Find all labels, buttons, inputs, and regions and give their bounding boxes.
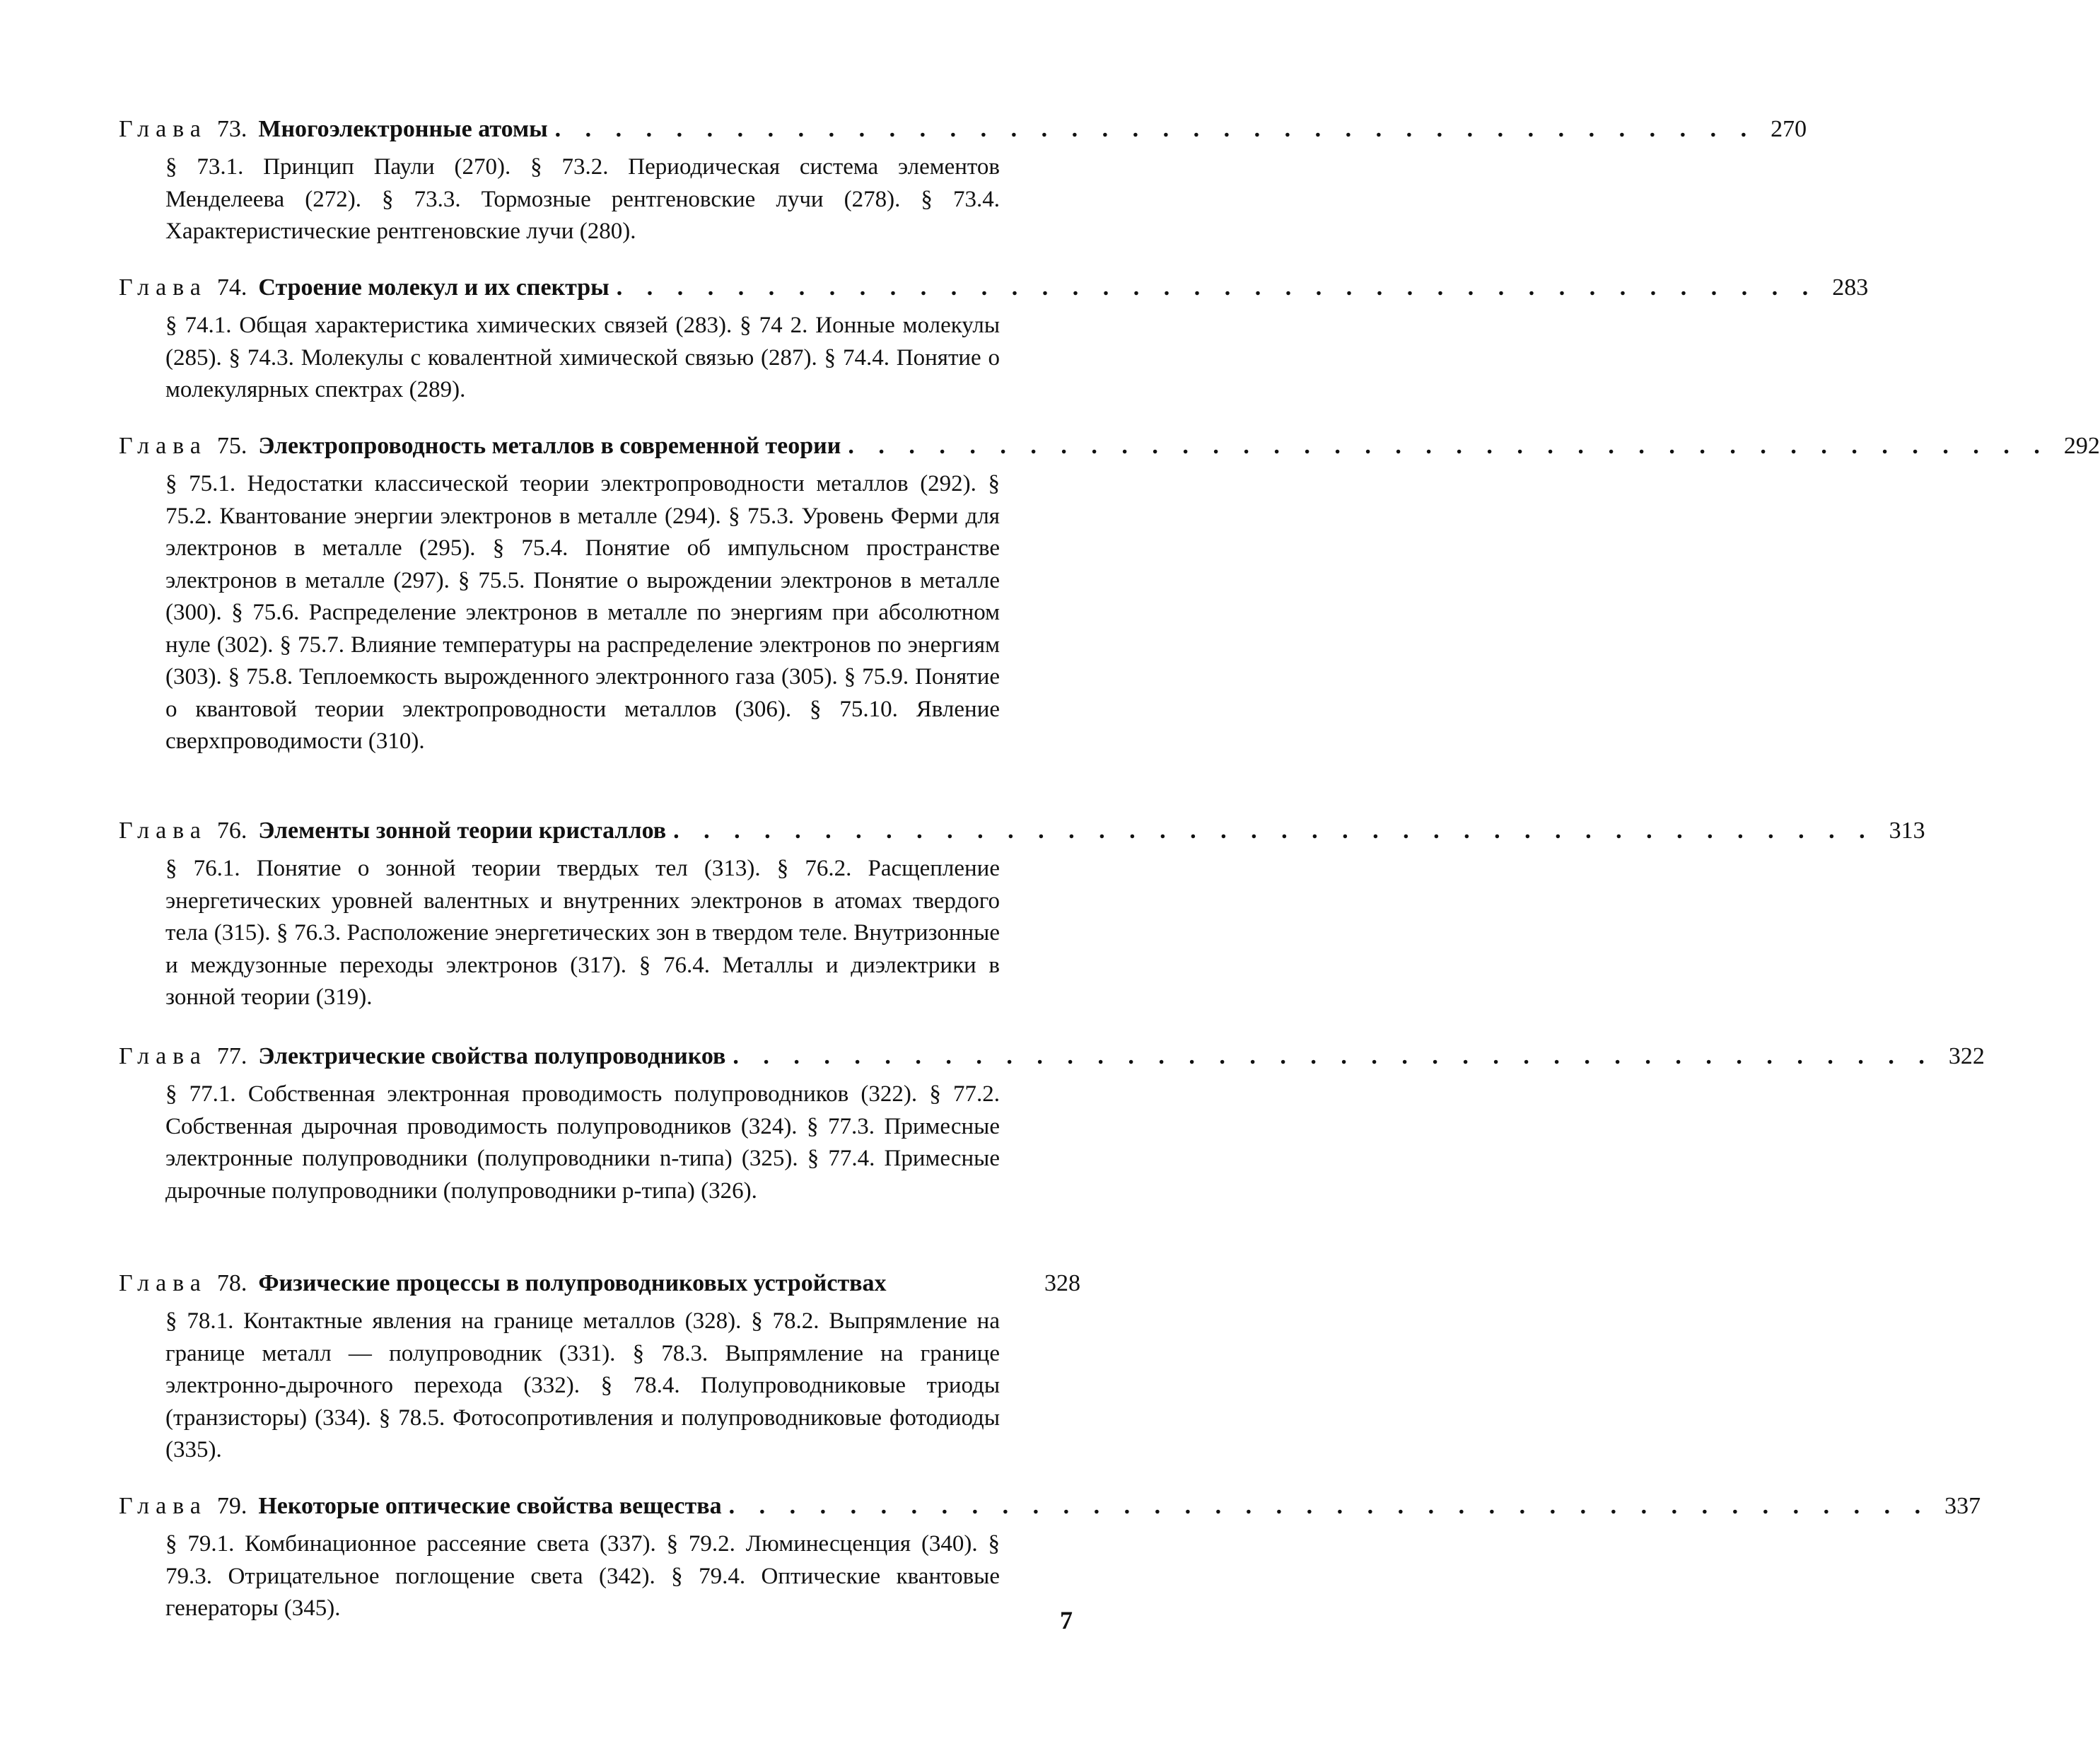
dot-leader: . . . . . . . . . . . . . . . . . . . . . . . . . . . . . . . . . . . . . . . . <box>848 433 2049 459</box>
chapter-number: 79. <box>216 1493 247 1519</box>
dot-leader: . . . . . . . . . . . . . . . . . . . . . . . . . . . . . . . . . . . . . . . . <box>554 116 1756 142</box>
chapter-label: Глава <box>119 116 207 142</box>
chapter-page-number: 292 <box>2063 433 2100 459</box>
chapter-label: Глава <box>119 818 207 844</box>
dot-leader: . . . . . . . . . . . . . . . . . . . . . . . . . . . . . . . . . . . . . . . . <box>616 274 1818 301</box>
chapter-page-number: 322 <box>1948 1043 1985 1069</box>
chapter-73 <box>119 113 1807 248</box>
chapter-page-number: 328 <box>1044 1270 1080 1296</box>
chapter-sections: § 79.1. Комбинационное рассеяние света (337). § 79.2. Люминесценция (340). § 79.3. Отрицательное поглощение света (342). § 79.4. Оптические квантовые генераторы (345). <box>165 1531 1000 1621</box>
chapter-page-number: 270 <box>1771 116 1807 142</box>
chapter-heading <box>119 272 1869 304</box>
chapter-heading <box>119 430 2100 463</box>
chapter-label: Глава <box>119 1270 207 1296</box>
chapter-label: Глава <box>119 433 207 459</box>
chapter-78 <box>119 1267 1080 1467</box>
chapter-title: Физические процессы в полупроводниковых устройствах <box>258 1270 887 1296</box>
chapter-number: 78. <box>216 1270 247 1296</box>
chapter-page-number: 283 <box>1832 274 1869 301</box>
chapter-76 <box>119 815 1925 1014</box>
chapter-heading <box>119 1490 1981 1523</box>
chapter-heading <box>119 113 1807 146</box>
dot-leader: . . . . . . . . . . . . . . . . . . . . . . . . . . . . . . . . . . . . . . . . <box>673 818 1874 844</box>
chapter-sections: § 74.1. Общая характеристика химических связей (283). § 74 2. Ионные молекулы (285). § 74.3. Молекулы с ковалентной химической связью (287). § 74.4. Понятие о молекулярных спектрах (289). <box>165 313 1000 402</box>
chapter-title: Строение молекул и их спектры <box>258 274 609 301</box>
chapter-title: Электропроводность металлов в современной теории <box>258 433 841 459</box>
chapter-74 <box>119 272 1869 407</box>
dot-leader: . . . . . . . . . . . . . . . . . . . . . . . . . . . . . . . . . . . . . . . . <box>728 1493 1930 1519</box>
chapter-sections: § 75.1. Недостатки классической теории электропроводности металлов (292). § 75.2. Квантование энергии электронов в металле (294). § 75.3. Уровень Ферми для электронов в металле (295). § 75.4. Понятие об импульсном пространстве электронов в металле (297). § 75.5. Понятие о вырождении электронов в металле (300). § 75.6. Распределение электронов в металле по энергиям при абсолютном нуле (302). § 75.7. Влияние температуры на распределение электронов по энергиям (303). § 75.8. Теплоемкость вырожденного электронного газа (305). § 75.9. Понятие о квантовой теории электропроводности металлов (306). § 75.10. Явление сверхпроводимости (310). <box>165 471 1000 754</box>
chapter-label: Глава <box>119 274 207 301</box>
chapter-title: Электрические свойства полупроводников <box>258 1043 726 1069</box>
chapter-title: Элементы зонной теории кристаллов <box>258 818 667 844</box>
chapter-number: 73. <box>216 116 247 142</box>
chapter-heading <box>119 815 1925 847</box>
chapter-title: Многоэлектронные атомы <box>258 116 548 142</box>
chapter-heading <box>119 1267 1080 1300</box>
chapter-79 <box>119 1490 1981 1625</box>
chapter-75 <box>119 430 2100 758</box>
chapter-sections: § 76.1. Понятие о зонной теории твердых тел (313). § 76.2. Расщепление энергетических уровней валентных и внутренних электронов в атомах твердого тела (315). § 76.3. Расположение энергетических зон в твердом теле. Внутризонные и междузонные переходы электронов (317). § 76.4. Металлы и диэлектрики в зонной теории (319). <box>165 856 1000 1010</box>
chapter-77 <box>119 1040 1985 1207</box>
chapter-page-number: 337 <box>1944 1493 1981 1519</box>
chapter-label: Глава <box>119 1493 207 1519</box>
chapter-heading <box>119 1040 1985 1073</box>
page-number: 7 <box>1060 1606 1073 1634</box>
dot-leader: . . . . . . . . . . . . . . . . . . . . . . . . . . . . . . . . . . . . . . . . <box>733 1043 1934 1069</box>
chapter-sections: § 78.1. Контактные явления на границе металлов (328). § 78.2. Выпрямление на границе металл — полупроводник (331). § 78.3. Выпрямление на границе электронно-дырочного перехода (332). § 78.4. Полупроводниковые триоды (транзисторы) (334). § 78.5. Фотосопротивления и полупроводниковые фотодиоды (335). <box>165 1308 1000 1463</box>
chapter-sections: § 77.1. Собственная электронная проводимость полупроводников (322). § 77.2. Собственная дырочная проводимость полупроводников (324). § 77.3. Примесные электронные полупроводники (полупроводники n-типа) (325). § 77.4. Примесные дырочные полупроводники (полупроводники p-типа) (326). <box>165 1081 1000 1204</box>
chapter-sections: § 73.1. Принцип Паули (270). § 73.2. Периодическая система элементов Менделеева (272). § 73.3. Тормозные рентгеновские лучи (278). § 73.4. Характеристические рентгеновские лучи (280). <box>165 154 1000 244</box>
chapter-page-number: 313 <box>1889 818 1925 844</box>
chapter-number: 76. <box>216 818 247 844</box>
chapter-number: 75. <box>216 433 247 459</box>
chapter-title: Некоторые оптические свойства вещества <box>258 1493 722 1519</box>
chapter-number: 77. <box>216 1043 247 1069</box>
chapter-label: Глава <box>119 1043 207 1069</box>
chapter-number: 74. <box>216 274 247 301</box>
